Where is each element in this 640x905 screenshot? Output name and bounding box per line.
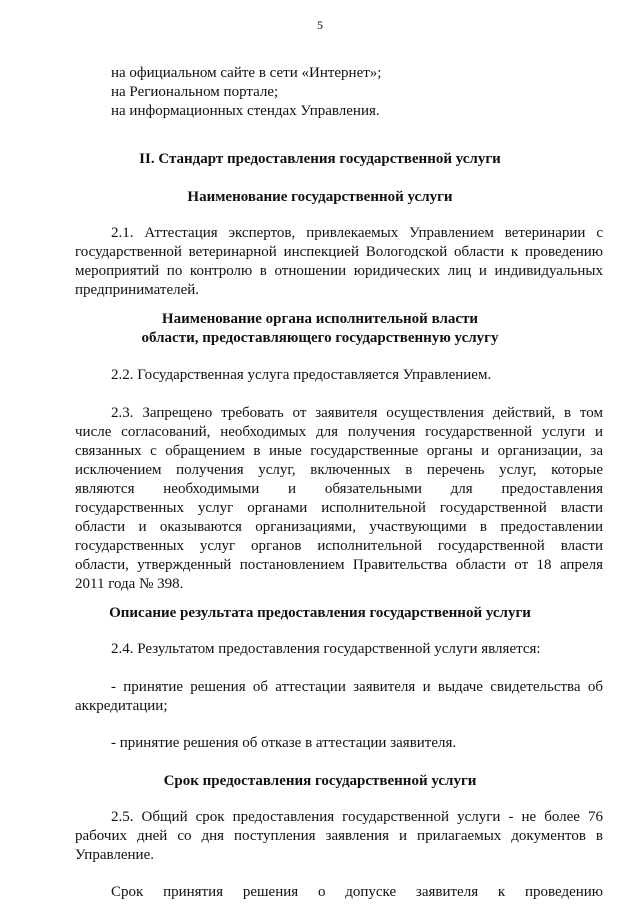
paragraph-2-3-line: 2011 года № 398. xyxy=(75,576,184,592)
paragraph-2-3-line: области, утвержденный постановлением Правительства области от 18 апреля xyxy=(75,557,603,573)
intro-line: на официальном сайте в сети «Интернет»; xyxy=(111,65,382,81)
paragraph-2-1-line: предпринимателей. xyxy=(75,282,200,298)
section-title: II. Стандарт предоставления государственной услуги xyxy=(139,151,501,167)
paragraph-2-3-line: государственных услуг органов исполнительной государственной власти xyxy=(75,538,603,554)
result-item-2: - принятие решения об отказе в аттестации заявителя. xyxy=(111,735,457,751)
intro-line: на информационных стендах Управления. xyxy=(111,103,380,119)
paragraph-2-3-line: являются необходимыми и обязательными для предоставления xyxy=(75,481,603,497)
result-item-1-line: аккредитации; xyxy=(75,698,168,714)
page-number: 5 xyxy=(317,18,323,32)
heading-term: Срок предоставления государственной услуги xyxy=(163,773,477,789)
paragraph-2-4: 2.4. Результатом предоставления государственной услуги является: xyxy=(111,641,541,657)
paragraph-2-3-line: области и оказываются организациями, участвующими в предоставлении xyxy=(75,519,603,535)
heading-organ: области, предоставляющего государственную услугу xyxy=(141,330,499,346)
heading-service-name: Наименование государственной услуги xyxy=(187,189,453,205)
paragraph-2-1-line: мероприятий по контролю в отношении юридических лиц и индивидуальных xyxy=(75,263,603,279)
result-item-1-line: - принятие решения об аттестации заявителя и выдаче свидетельства об xyxy=(111,679,603,695)
paragraph-2-3-line: государственных услуг органами исполнительной государственной власти xyxy=(75,500,603,516)
paragraph-2-3-line: исключением получения услуг, включенных в перечень услуг, которые xyxy=(75,462,603,478)
heading-organ: Наименование органа исполнительной власти xyxy=(161,311,479,327)
paragraph-2-3-line: связанных с обращением в иные государственные органы и организации, за xyxy=(75,443,603,459)
paragraph-2-1-line: государственной ветеринарной инспекцией Вологодской области к проведению xyxy=(75,244,603,260)
paragraph-2-2: 2.2. Государственная услуга предоставляется Управлением. xyxy=(111,367,492,383)
paragraph-2-1-line: 2.1. Аттестация экспертов, привлекаемых Управлением ветеринарии с xyxy=(111,225,603,241)
intro-line: на Региональном портале; xyxy=(111,84,279,100)
paragraph-2-3-line: 2.3. Запрещено требовать от заявителя осуществления действий, в том xyxy=(111,405,603,421)
paragraph-last-line: Срок принятия решения о допуске заявителя к проведению xyxy=(111,884,603,900)
heading-result: Описание результата предоставления государственной услуги xyxy=(109,605,531,621)
paragraph-2-5-line: рабочих дней со дня поступления заявления и прилагаемых документов в xyxy=(75,828,603,844)
paragraph-2-5-line: Управление. xyxy=(75,847,154,863)
paragraph-2-3-line: числе согласований, необходимых для получения государственной услуги и xyxy=(75,424,603,440)
paragraph-2-5-line: 2.5. Общий срок предоставления государственной услуги - не более 76 xyxy=(111,809,603,825)
